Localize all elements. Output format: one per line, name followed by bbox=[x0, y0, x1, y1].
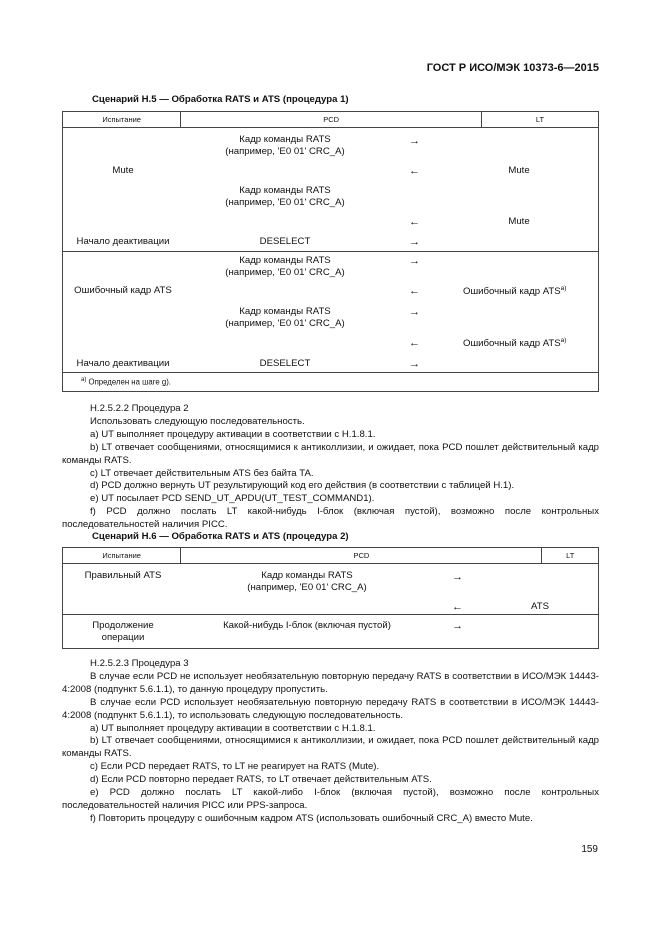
pcd-cell: Какой-нибудь I-блок (включая пустой) bbox=[223, 620, 391, 631]
footnote-ref: a) bbox=[560, 337, 567, 344]
list-item: b) LT отвечает сообщениями, относящимися к антиколлизии, и ожидает, пока PCD пошлет действительный кадр команды RATS. bbox=[62, 441, 599, 466]
list-item: f) PCD должно послать LT какой-нибудь I-блок (включая пустой), возможно после контрольных последовательностей наличия PICC. bbox=[62, 506, 599, 531]
list-item: a) UT выполняет процедуру активации в соответствии с H.1.8.1. bbox=[90, 428, 376, 440]
table1-header-test: Испытание bbox=[63, 112, 181, 128]
pcd-cell: Кадр команды RATS bbox=[239, 255, 331, 266]
lt-cell: ATS bbox=[531, 601, 549, 612]
list-item: e) UT посылает PCD SEND_UT_APDU(UT_TEST_COMMAND1). bbox=[90, 493, 375, 505]
pcd-cell: Кадр команды RATS bbox=[239, 306, 331, 317]
lt-cell bbox=[463, 337, 566, 349]
table1-header-pcd: PCD bbox=[181, 112, 482, 128]
arrow-right: → bbox=[409, 135, 420, 147]
section-title: H.2.5.2.2 Процедура 2 bbox=[90, 403, 189, 414]
list-item: d) Если PCD повторно передает RATS, то LT отвечает действительным ATS. bbox=[90, 774, 432, 786]
footnote-mark: a) bbox=[81, 377, 87, 384]
table1-block-bad-ats bbox=[63, 252, 599, 373]
test-label: Начало деактивации bbox=[76, 358, 170, 369]
test-label: Mute bbox=[112, 165, 134, 176]
arrow-left: ← bbox=[409, 216, 420, 228]
test-label: Ошибочный кадр ATS bbox=[74, 285, 172, 296]
pcd-cell: (например, 'E0 01' CRC_A) bbox=[225, 318, 345, 329]
page-number: 159 bbox=[581, 844, 598, 855]
table1-caption: Сценарий H.5 — Обработка RATS и ATS (процедура 1) bbox=[92, 94, 349, 105]
list-item: c) LT отвечает действительным ATS без байта TA. bbox=[90, 467, 314, 479]
footnote-text: Определен на шаге g). bbox=[88, 377, 171, 387]
arrow-left: ← bbox=[452, 601, 463, 613]
arrow-right: → bbox=[452, 620, 463, 632]
section-procedure-3 bbox=[62, 658, 599, 826]
lt-cell: Mute bbox=[508, 216, 530, 227]
paragraph: Использовать следующую последовательность. bbox=[90, 415, 305, 427]
pcd-cell: (например, 'E0 01' CRC_A) bbox=[225, 267, 345, 278]
pcd-cell: (например, 'E0 01' CRC_A) bbox=[225, 197, 345, 208]
arrow-right: → bbox=[409, 358, 420, 370]
arrow-right: → bbox=[409, 306, 420, 318]
table1-footnote bbox=[63, 373, 599, 392]
pcd-cell: DESELECT bbox=[259, 358, 311, 369]
pcd-cell: Кадр команды RATS bbox=[239, 134, 331, 145]
footnote-ref: a) bbox=[560, 285, 567, 292]
table2-caption: Сценарий H.6 — Обработка RATS и ATS (процедура 2) bbox=[92, 531, 349, 542]
arrow-left: ← bbox=[409, 165, 420, 177]
list-item: d) PCD должно вернуть UT результирующий код его действия (в соответствии с таблицей H.1). bbox=[90, 480, 515, 492]
lt-text: Ошибочный кадр ATS bbox=[463, 286, 561, 298]
table2-row-continue bbox=[63, 615, 599, 649]
table1 bbox=[62, 111, 599, 392]
paragraph: В случае если PCD не использует необязательную повторную передачу RATS в соответствии в ИСО/МЭК 14443-4:2008 (подпункт 5.6.1.1), то данную процедуру пропустить. bbox=[62, 670, 599, 695]
list-item: e) PCD должно послать LT какой-либо I-блок (включая пустой), возможно после контрольных последовательностей наличия PICC или PPS-запроса. bbox=[62, 787, 599, 811]
table2-row-valid-ats bbox=[63, 564, 599, 615]
table2-header-lt: LT bbox=[542, 548, 599, 564]
test-label: операции bbox=[101, 632, 145, 643]
test-label: Начало деактивации bbox=[76, 236, 170, 247]
list-item: c) Если PCD передает RATS, то LT не реагирует на RATS (Mute). bbox=[90, 761, 380, 773]
lt-cell bbox=[463, 285, 566, 297]
table1-block-mute bbox=[63, 128, 599, 252]
paragraph: В случае если PCD использует необязательную повторную передачу RATS в соответствии в ИСО/МЭК 14443-4:2008 (подпункт 5.6.1.1), то использовать следующую последовательность. bbox=[62, 696, 599, 721]
pcd-cell: DESELECT bbox=[259, 236, 311, 247]
pcd-cell: (например, 'E0 01' CRC_A) bbox=[225, 146, 345, 157]
section-title: H.2.5.2.3 Процедура 3 bbox=[90, 658, 189, 669]
section-procedure-2 bbox=[62, 403, 599, 532]
document-header: ГОСТ Р ИСО/МЭК 10373-6—2015 bbox=[426, 62, 599, 74]
lt-text: Ошибочный кадр ATS bbox=[463, 338, 561, 350]
list-item: b) LT отвечает сообщениями, относящимися к антиколлизии, и ожидает, пока PCD пошлет действительный кадр команды RATS. bbox=[62, 735, 599, 760]
lt-cell: Mute bbox=[508, 165, 530, 176]
arrow-right: → bbox=[409, 255, 420, 267]
arrow-left: ← bbox=[409, 285, 420, 297]
pcd-cell: Кадр команды RATS bbox=[261, 570, 353, 581]
table1-header-lt: LT bbox=[481, 112, 598, 128]
pcd-cell: (например, 'E0 01' CRC_A) bbox=[247, 582, 367, 593]
table2-header-test: Испытание bbox=[63, 548, 181, 564]
list-item: a) UT выполняет процедуру активации в соответствии с H.1.8.1. bbox=[90, 722, 376, 734]
table2-header-pcd: PCD bbox=[181, 548, 542, 564]
test-label: Правильный ATS bbox=[84, 570, 162, 581]
table2 bbox=[62, 547, 599, 649]
arrow-right: → bbox=[409, 236, 420, 248]
arrow-left: ← bbox=[409, 337, 420, 349]
test-label: Продолжение bbox=[92, 620, 154, 631]
arrow-right: → bbox=[452, 571, 463, 583]
list-item: f) Повторить процедуру с ошибочным кадром ATS (использовать ошибочный CRC_A) вместо Mute. bbox=[90, 812, 533, 824]
pcd-cell: Кадр команды RATS bbox=[239, 185, 331, 196]
